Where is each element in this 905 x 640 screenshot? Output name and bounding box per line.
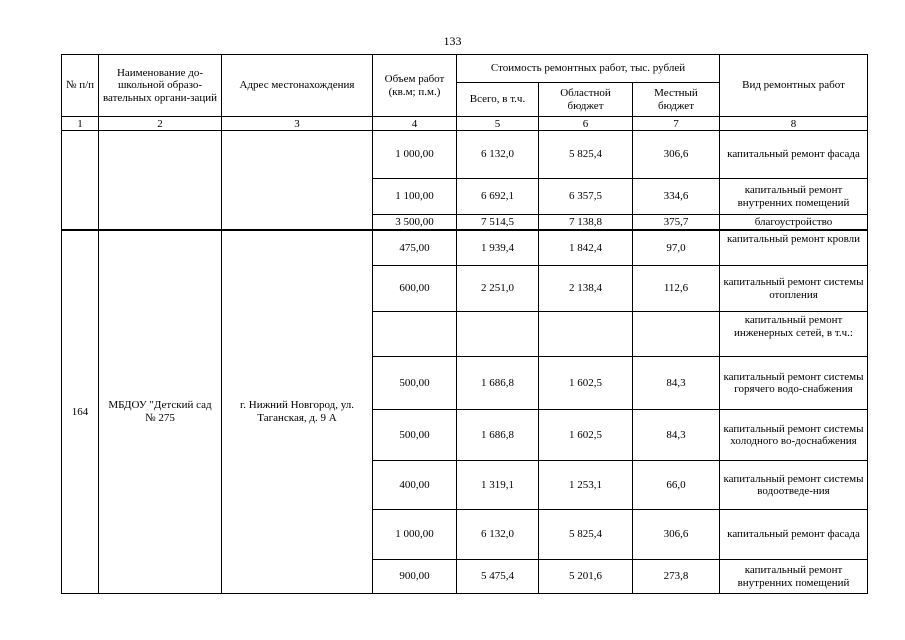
volume-cell [373, 312, 457, 357]
regional-cell: 5 825,4 [539, 131, 633, 179]
repair-works-table [61, 54, 868, 594]
column-number: 4 [373, 117, 457, 131]
table-row [62, 131, 868, 179]
local-cell: 97,0 [633, 230, 720, 266]
total-cell: 6 132,0 [457, 510, 539, 560]
total-cell: 6 692,1 [457, 179, 539, 215]
local-cell: 375,7 [633, 215, 720, 230]
header-cost-local: Местный бюджет [633, 83, 720, 117]
total-cell: 1 686,8 [457, 357, 539, 410]
local-cell [633, 312, 720, 357]
local-cell: 112,6 [633, 266, 720, 312]
column-number: 1 [62, 117, 99, 131]
regional-cell: 7 138,8 [539, 215, 633, 230]
work-type-cell: капитальный ремонт системы отопления [720, 266, 868, 312]
total-cell [457, 312, 539, 357]
regional-cell [539, 312, 633, 357]
regional-cell: 1 602,5 [539, 357, 633, 410]
regional-cell: 1 253,1 [539, 461, 633, 510]
work-type-cell: капитальный ремонт внутренних помещений [720, 560, 868, 594]
page-number: 133 [443, 34, 462, 48]
column-number: 3 [222, 117, 373, 131]
total-cell: 5 475,4 [457, 560, 539, 594]
work-type-cell: капитальный ремонт инженерных сетей, в т.ч.: [720, 312, 868, 357]
local-cell: 306,6 [633, 131, 720, 179]
volume-cell: 1 000,00 [373, 510, 457, 560]
total-cell: 1 686,8 [457, 410, 539, 461]
header-cost-group: Стоимость ремонтных работ, тыс. рублей [457, 55, 720, 83]
work-type-cell: капитальный ремонт фасада [720, 510, 868, 560]
volume-cell: 900,00 [373, 560, 457, 594]
total-cell: 1 319,1 [457, 461, 539, 510]
num-cell-164: 164 [62, 230, 99, 594]
volume-cell: 500,00 [373, 410, 457, 461]
work-type-cell: капитальный ремонт системы горячего водо-снабжения [720, 357, 868, 410]
column-number: 2 [99, 117, 222, 131]
table-row [62, 230, 868, 266]
header-num: № п/п [62, 55, 99, 117]
total-cell: 1 939,4 [457, 230, 539, 266]
name-cell-164: МБДОУ "Детский сад № 275 [99, 230, 222, 594]
local-cell: 306,6 [633, 510, 720, 560]
column-number: 6 [539, 117, 633, 131]
volume-cell: 3 500,00 [373, 215, 457, 230]
regional-cell: 1 602,5 [539, 410, 633, 461]
volume-cell: 500,00 [373, 357, 457, 410]
column-number: 7 [633, 117, 720, 131]
volume-cell: 475,00 [373, 230, 457, 266]
work-type-cell: капитальный ремонт фасада [720, 131, 868, 179]
local-cell: 84,3 [633, 357, 720, 410]
local-cell: 334,6 [633, 179, 720, 215]
address-cell-164: г. Нижний Новгород, ул. Таганская, д. 9 А [222, 230, 373, 594]
volume-cell: 1 000,00 [373, 131, 457, 179]
regional-cell: 5 201,6 [539, 560, 633, 594]
address-cell-prev [222, 131, 373, 230]
header-cost-regional: Областной бюджет [539, 83, 633, 117]
volume-cell: 600,00 [373, 266, 457, 312]
name-cell-prev [99, 131, 222, 230]
local-cell: 84,3 [633, 410, 720, 461]
header-volume: Объем работ (кв.м; п.м.) [373, 55, 457, 117]
regional-cell: 2 138,4 [539, 266, 633, 312]
work-type-cell: капитальный ремонт внутренних помещений [720, 179, 868, 215]
column-number-row [62, 117, 868, 131]
header-row [62, 55, 868, 83]
volume-cell: 400,00 [373, 461, 457, 510]
regional-cell: 1 842,4 [539, 230, 633, 266]
header-cost-total: Всего, в т.ч. [457, 83, 539, 117]
header-name: Наименование до-школьной образо-вательных органи-заций [99, 55, 222, 117]
local-cell: 273,8 [633, 560, 720, 594]
work-type-cell: капитальный ремонт системы водоотведе-ния [720, 461, 868, 510]
total-cell: 6 132,0 [457, 131, 539, 179]
local-cell: 66,0 [633, 461, 720, 510]
regional-cell: 6 357,5 [539, 179, 633, 215]
total-cell: 2 251,0 [457, 266, 539, 312]
work-type-cell: капитальный ремонт кровли [720, 230, 868, 266]
volume-cell: 1 100,00 [373, 179, 457, 215]
column-number: 5 [457, 117, 539, 131]
regional-cell: 5 825,4 [539, 510, 633, 560]
work-type-cell: благоустройство [720, 215, 868, 230]
num-cell-prev [62, 131, 99, 230]
column-number: 8 [720, 117, 868, 131]
header-address: Адрес местонахождения [222, 55, 373, 117]
work-type-cell: капитальный ремонт системы холодного во-доснабжения [720, 410, 868, 461]
header-work-type: Вид ремонтных работ [720, 55, 868, 117]
total-cell: 7 514,5 [457, 215, 539, 230]
